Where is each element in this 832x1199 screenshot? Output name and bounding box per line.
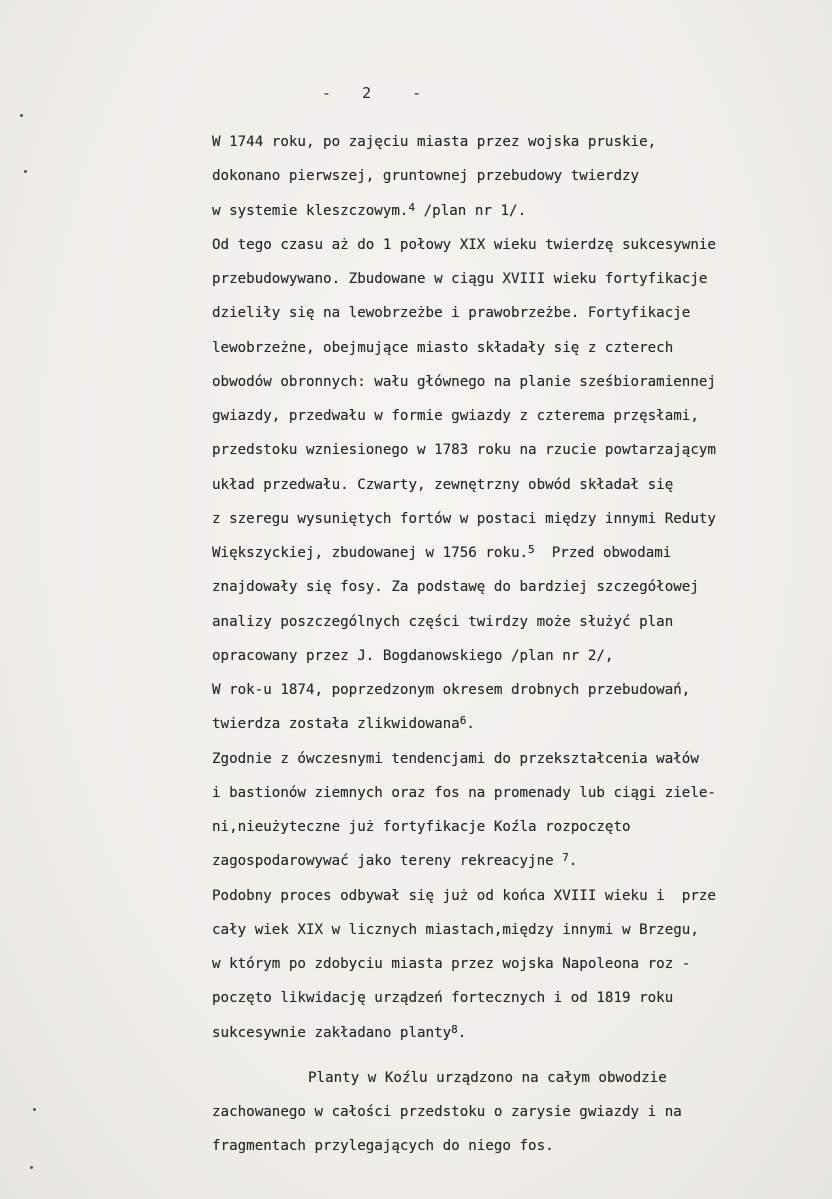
text-line: [212, 1102, 822, 1136]
text-line: [212, 475, 822, 509]
line-text: cały wiek XIX w licznych miastach,między innymi w Brzegu,: [212, 921, 699, 938]
line-text: sukcesywnie zakładano planty: [212, 1024, 452, 1041]
page-number: - 2 -: [322, 84, 423, 102]
text-line: [212, 1068, 822, 1102]
line-text-tail: Przed obwodami: [534, 545, 672, 561]
line-text: Podobny proces odbywał się już od końca XVIII wieku i prze: [212, 887, 716, 904]
line-text-tail: .: [568, 853, 578, 870]
text-line: [212, 783, 822, 817]
text-line: [212, 749, 822, 783]
line-text: twierdza została zlikwidowana: [212, 716, 460, 733]
line-text: układ przedwału. Czwarty, zewnętrzny obwód składał się: [212, 476, 674, 493]
line-text: gwiazdy, przedwału w formie gwiazdy z czterema przęsłami,: [212, 408, 699, 424]
margin-mark: [24, 170, 27, 173]
line-text: Od tego czasu aż do 1 połowy XIX wieku twierdzę sukcesywnie: [212, 236, 716, 253]
footnote-marker: 8: [451, 1022, 458, 1036]
line-text: analizy poszczególnych części twirdzy może służyć plan: [212, 613, 674, 630]
line-text: przebudowywano. Zbudowane w ciągu XVIII wieku fortyfikacje: [212, 271, 708, 287]
line-text: znajdowały się fosy. Za podstawę do bardziej szczegółowej: [212, 579, 699, 596]
margin-mark: [30, 1166, 33, 1169]
text-line: [212, 440, 822, 474]
line-text: lewobrzeżne, obejmujące miasto składały się z czterech: [212, 339, 674, 356]
text-line: [212, 372, 822, 406]
text-line: [212, 954, 822, 988]
line-text: Zgodnie z ówczesnymi tendencjami do przekształcenia wałów: [212, 750, 699, 767]
text-line: [212, 851, 822, 885]
line-text: W 1744 roku, po zajęciu miasta przez wojska pruskie,: [212, 134, 657, 150]
line-text: ni,nieużyteczne już fortyfikacje Koźla rozpoczęto: [212, 819, 631, 835]
margin-mark: [33, 1108, 36, 1111]
line-text: fragmentach przylegających do niego fos.: [212, 1138, 554, 1155]
footnote-marker: 5: [528, 543, 535, 556]
line-text-tail: /plan nr 1/.: [415, 202, 527, 219]
line-text: zachowanego w całości przedstoku o zarysie gwiazdy i na: [212, 1104, 682, 1120]
line-text: przedstoku wzniesionego w 1783 roku na rzucie powtarzającym: [212, 442, 716, 459]
line-text: Większyckiej, zbudowanej w 1756 roku.: [212, 545, 529, 561]
text-line: [212, 166, 822, 200]
text-line: [212, 680, 822, 714]
line-text: w systemie kleszczowym.: [212, 202, 409, 219]
line-text: zagospodarowywać jako tereny rekreacyjne: [212, 853, 563, 870]
text-line: [212, 920, 822, 954]
line-text-tail: .: [457, 1024, 467, 1041]
text-line: [212, 646, 822, 680]
footnote-marker: 6: [459, 714, 467, 728]
line-text: obwodów obronnych: wału głównego na planie sześbioramiennej: [212, 373, 716, 390]
text-line: [212, 269, 822, 303]
line-text: w którym po zdobyciu miasta przez wojska Napoleona roz -: [212, 956, 691, 972]
line-text: W rok-u 1874, poprzedzonym okresem drobnych przebudowań,: [212, 682, 691, 698]
line-text: i bastionów ziemnych oraz fos na promenady lub ciągi ziele-: [212, 784, 716, 801]
text-line: [212, 577, 822, 611]
text-line: [212, 886, 822, 920]
text-line: [212, 509, 822, 543]
margin-mark: [20, 114, 23, 117]
line-text: poczęto likwidację urządzeń fortecznych i od 1819 roku: [212, 990, 674, 1007]
line-text: Planty w Koźlu urządzono na całym obwodzie: [308, 1069, 667, 1086]
text-line: [212, 406, 822, 440]
text-line: [212, 988, 822, 1022]
body-text: [212, 132, 822, 1171]
line-text-tail: .: [466, 716, 475, 733]
line-text: dzieliły się na lewobrzeżbe i prawobrzeżbe. Fortyfikacje: [212, 305, 691, 322]
text-line: [212, 817, 822, 851]
text-line: [212, 714, 822, 748]
line-text: opracowany przez J. Bogdanowskiego /plan nr 2/,: [212, 647, 614, 664]
text-line: [212, 543, 822, 577]
line-text: z szeregu wysuniętych fortów w postaci między innymi Reduty: [212, 510, 716, 527]
text-line: [212, 235, 822, 269]
footnote-marker: 4: [408, 200, 416, 214]
text-line: [212, 201, 822, 235]
text-line: [212, 132, 822, 166]
line-text: dokonano pierwszej, gruntownej przebudowy twierdzy: [212, 168, 640, 185]
text-line: [212, 1136, 822, 1170]
footnote-marker: 7: [562, 851, 569, 865]
text-line: [212, 1023, 822, 1057]
text-line: [212, 338, 822, 372]
text-line: [212, 612, 822, 646]
text-line: [212, 303, 822, 337]
